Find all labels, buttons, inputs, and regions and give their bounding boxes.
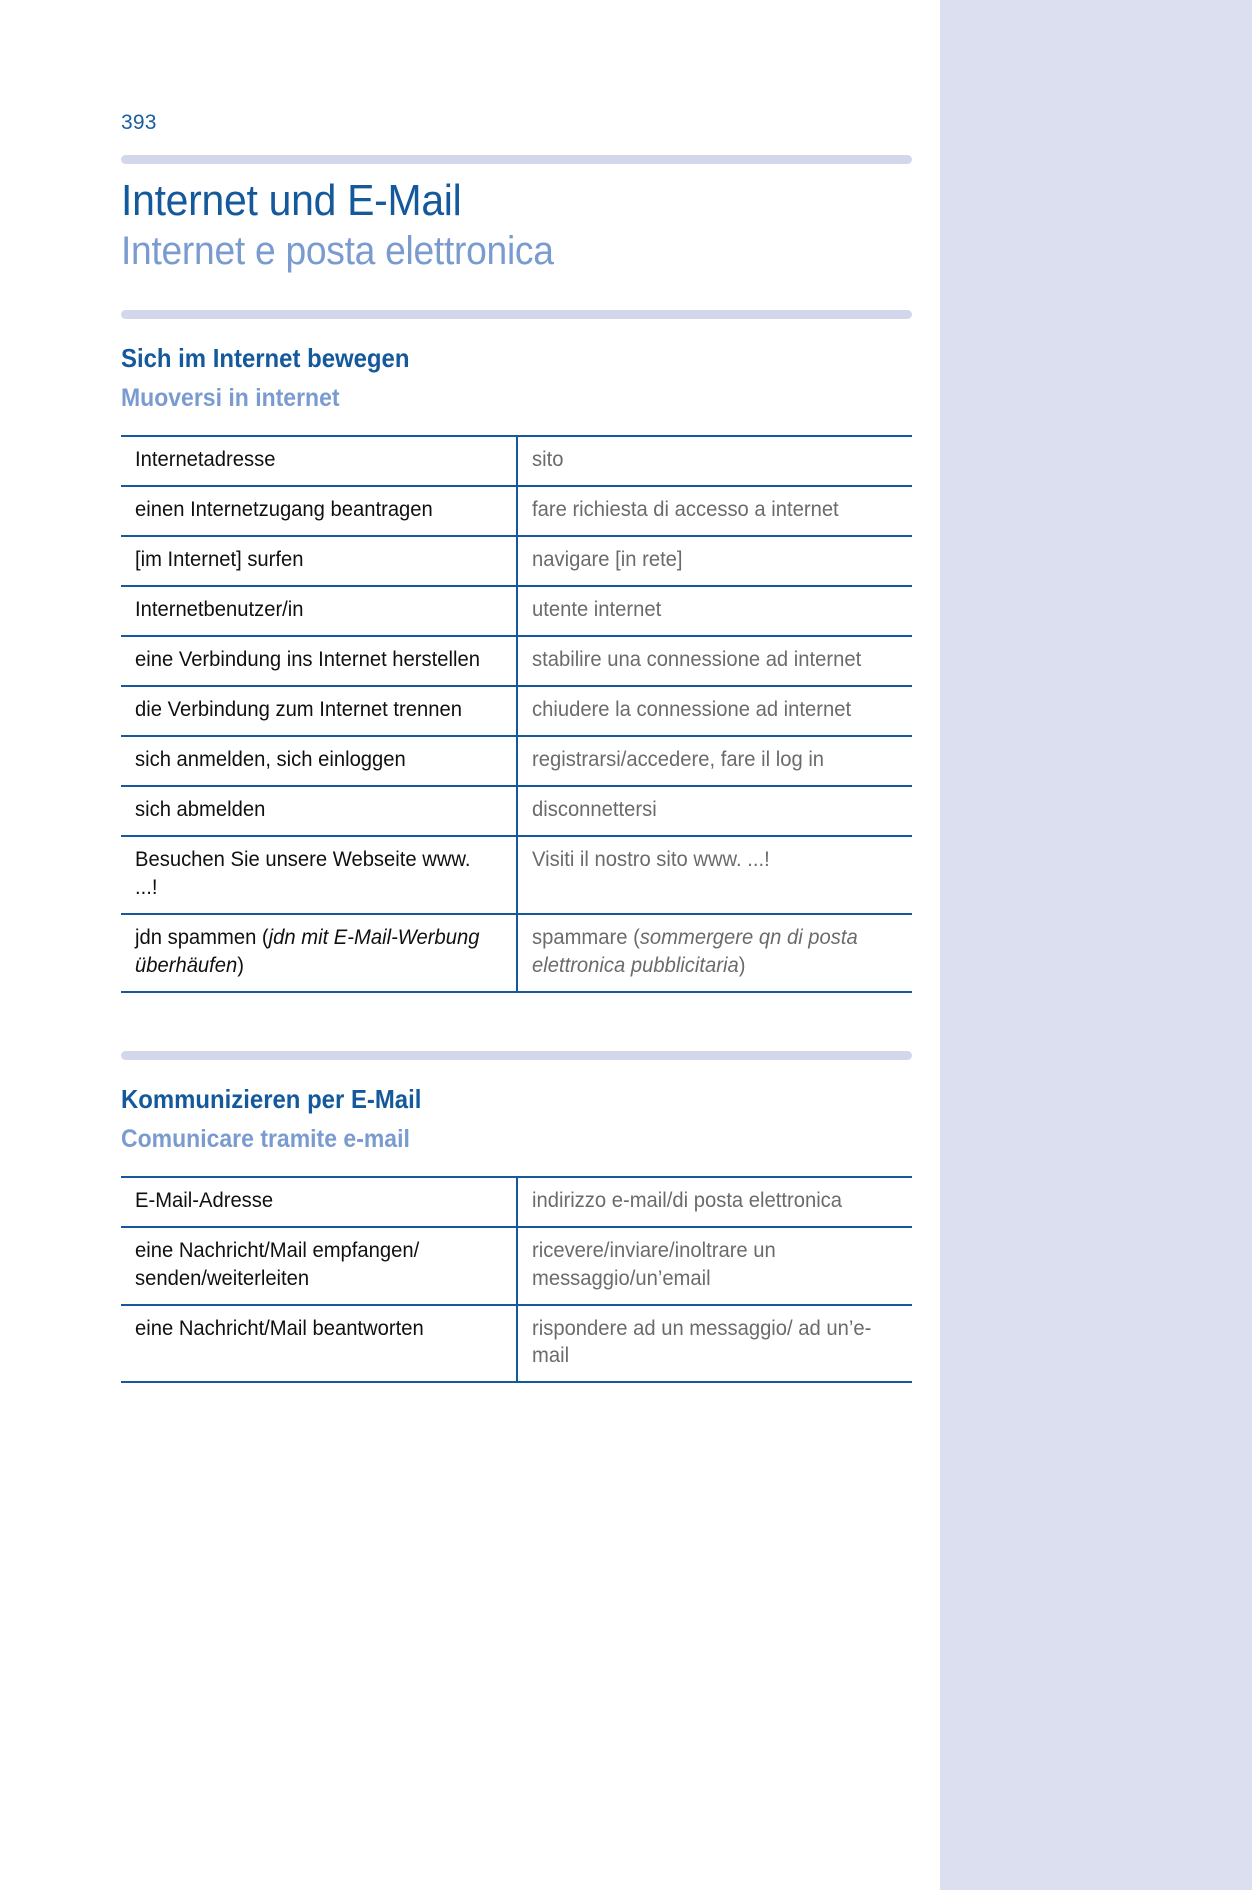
phrase-it-gloss: sommergere qn di posta elettronica pubblicitaria [532, 924, 858, 977]
phrase-table-2 [121, 1176, 912, 1384]
table-row [121, 1227, 912, 1305]
page-title-de: Internet und E-Mail [121, 176, 462, 225]
phrase-de: die Verbindung zum Internet trennen [121, 686, 517, 736]
page-edge-strip [940, 0, 1252, 1890]
phrase-it: ricevere/inviare/inoltrare un messaggio/un’email [517, 1227, 912, 1305]
phrase-it: chiudere la connessione ad internet [517, 686, 912, 736]
table-row [121, 436, 912, 486]
phrase-it: utente internet [517, 586, 912, 636]
phrase-it-post: ) [738, 952, 746, 977]
section-2-heading-de: Kommunizieren per E-Mail [121, 1083, 422, 1114]
phrase-de: [im Internet] surfen [121, 536, 517, 586]
phrase-de-gloss: jdn mit E-Mail-Werbung überhäufen [135, 924, 480, 977]
section-kommunizieren-per-email [121, 1084, 912, 1384]
phrase-de: eine Nachricht/Mail beantworten [121, 1305, 517, 1383]
table-row [121, 1305, 912, 1383]
page-title-it: Internet e posta elettronica [121, 229, 554, 274]
section-1-heading-de: Sich im Internet bewegen [121, 343, 410, 374]
table-row [121, 786, 912, 836]
phrase-de: Internetadresse [121, 436, 517, 486]
phrase-de: einen Internetzugang beantragen [121, 486, 517, 536]
table-row [121, 486, 912, 536]
phrase-de: sich anmelden, sich einloggen [121, 736, 517, 786]
section-2-heading-it: Comunicare tramite e-mail [121, 1124, 410, 1153]
phrase-de: Internetbenutzer/in [121, 586, 517, 636]
table-row [121, 836, 912, 914]
page-content [121, 0, 912, 1383]
section-1-rule-bar [121, 310, 912, 319]
phrase-de-post: ) [237, 952, 245, 977]
phrase-de: eine Verbindung ins Internet herstellen [121, 636, 517, 686]
header-rule-bar [121, 155, 912, 164]
phrase-de: sich abmelden [121, 786, 517, 836]
phrase-de: eine Nachricht/Mail empfangen/ senden/weiterleiten [121, 1227, 517, 1305]
phrase-de: E-Mail-Adresse [121, 1177, 517, 1227]
section-2-rule-bar [121, 1051, 912, 1060]
phrase-it: fare richiesta di accesso a internet [517, 486, 912, 536]
phrase-it: sito [517, 436, 912, 486]
phrase-de [121, 914, 517, 992]
table-row [121, 1177, 912, 1227]
phrase-it: Visiti il nostro sito www. ...! [517, 836, 912, 914]
phrase-de: Besuchen Sie unsere Webseite www. ...! [121, 836, 517, 914]
phrase-it-pre: spammare ( [532, 924, 640, 949]
phrase-it: navigare [in rete] [517, 536, 912, 586]
phrase-it: stabilire una connessione ad internet [517, 636, 912, 686]
title-spacer [121, 274, 912, 310]
table-row [121, 686, 912, 736]
phrase-it [517, 914, 912, 992]
table-row [121, 736, 912, 786]
page-number: 393 [121, 111, 157, 134]
phrase-it: rispondere ad un messaggio/ ad un’e-mail [517, 1305, 912, 1383]
section-sich-im-internet-bewegen [121, 343, 912, 992]
table-row [121, 914, 912, 992]
phrase-it: registrarsi/accedere, fare il log in [517, 736, 912, 786]
title-block [121, 164, 912, 274]
phrase-it: disconnettersi [517, 786, 912, 836]
phrase-it: indirizzo e-mail/di posta elettronica [517, 1177, 912, 1227]
table-row [121, 536, 912, 586]
table-row [121, 636, 912, 686]
table-row [121, 586, 912, 636]
section-1-heading-it: Muoversi in internet [121, 384, 340, 413]
section-spacer [121, 993, 912, 1051]
phrase-table-1 [121, 435, 912, 992]
phrase-de-pre: jdn spammen ( [135, 924, 269, 949]
